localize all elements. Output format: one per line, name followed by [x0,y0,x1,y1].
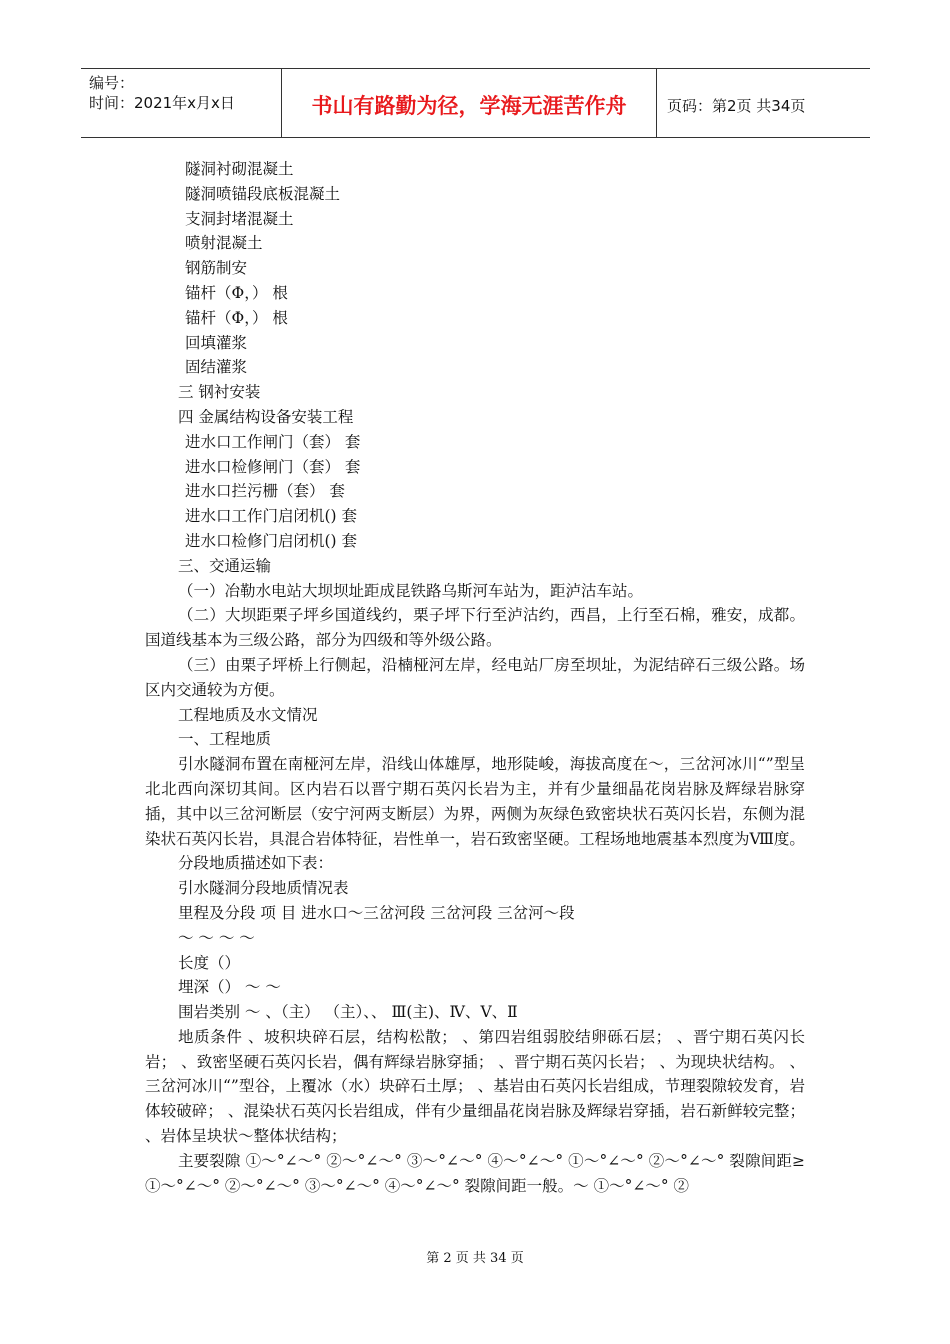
list-item: 钢筋制安 [185,259,248,278]
paragraph: 地质条件 、坡积块碎石层，结构松散； 、第四岩组弱胶结卵砾石层； 、晋宁期石英闪长岩； 、致密坚硬石英闪长岩，偶有辉绿岩脉穿插； 、晋宁期石英闪长岩； 、为现块状结构。 、三岔河冰川“”型谷，上覆冰（水）块碎石土厚； 、基岩由石英闪长岩组成，节理裂隙较发育，岩体较破碎； 、混染状石英闪长岩组成，伴有少量细晶花岗岩脉及辉绿岩穿插，岩石新鲜较完整； 、岩体呈块状～整体状结构； [145,1027,805,1146]
list-item: 锚杆（Φ，） 根 [185,308,288,327]
list-item: 固结灌浆 [185,358,248,377]
section-heading: 三、交通运输 [178,556,272,575]
header-meta [81,69,282,137]
list-item: 进水口检修门启闭机() 套 [185,531,358,550]
page-footer: 第 2 页 共 34 页 [426,1251,524,1266]
document-body [145,157,805,1198]
section-heading: 工程地质及水文情况 [178,705,318,724]
paragraph: 主要裂隙 ①～°∠～° ②～°∠～° ③～°∠～° ④～°∠～° ①～°∠～° ②～°∠～° 裂隙间距≥ ①～°∠～° ②～°∠～° ③～°∠～° ④～°∠～° 裂隙间距一般。～ ①～°∠～° ② [145,1151,805,1195]
document-date: 时间：2021年x月x日 [89,94,235,112]
table-row: 围岩类别 ～ 、（主） （主）、、 Ⅲ(主)、Ⅳ、Ⅴ、Ⅱ [178,1003,518,1022]
paragraph: （三）由栗子坪桥上行侧起，沿楠桠河左岸，经电站厂房至坝址，为泥结碎石三级公路。场区内交通较为方便。 [145,655,805,699]
table-title: 引水隧洞分段地质情况表 [178,879,349,898]
document-number-label: 编号： [89,74,135,92]
header-page-info: 页码：第2页 共34页 [667,96,806,115]
list-item: 隧洞喷锚段底板混凝土 [185,184,341,203]
list-item: 隧洞衬砌混凝土 [185,160,294,178]
list-item: 进水口工作门启闭机() 套 [185,507,358,526]
list-item: 回填灌浆 [185,333,248,352]
list-item: 锚杆（Φ，） 根 [185,283,288,302]
table-row: 埋深（） ～ ～ [178,978,281,997]
list-item: 喷射混凝土 [185,234,263,253]
document-header [81,68,870,138]
header-motto: 书山有路勤为径，学海无涯苦作舟 [282,69,657,137]
paragraph: （二）大坝距栗子坪乡国道线约，栗子坪下行至泸沽约，西昌，上行至石棉，雅安，成都。国道线基本为三级公路，部分为四级和等外级公路。 [145,606,805,650]
list-item: 支洞封堵混凝土 [185,209,294,228]
subsection-heading: 一、工程地质 [178,730,272,749]
paragraph: 分段地质描述如下表： [178,854,334,873]
table-row: ～ ～ ～ ～ [178,928,255,947]
list-item: 进水口检修闸门（套） 套 [185,457,361,476]
section-heading: 三 钢衬安装 [178,383,261,402]
paragraph: （一）冶勒水电站大坝坝址距成昆铁路乌斯河车站为，距泸沽车站。 [178,581,644,600]
list-item: 进水口拦污栅（套） 套 [185,482,345,501]
section-heading: 四 金属结构设备安装工程 [178,407,354,426]
paragraph: 引水隧洞布置在南桠河左岸，沿线山体雄厚，地形陡峻，海拔高度在～，三岔河冰川“”型呈北北西向深切其间。区内岩石以晋宁期石英闪长岩为主，并有少量细晶花岗岩脉及辉绿岩脉穿插，其中以三岔河断层（安宁河两支断层）为界，两侧为灰绿色致密块状石英闪长岩，东侧为混染状石英闪长岩，具混合岩体特征，岩性单一，岩石致密坚硬。工程场地地震基本烈度为Ⅷ度。 [145,755,805,848]
table-row: 长度（） [178,953,241,972]
table-row: 里程及分段 项 目 进水口～三岔河段 三岔河段 三岔河～段 [178,903,575,922]
list-item: 进水口工作闸门（套） 套 [185,432,361,451]
